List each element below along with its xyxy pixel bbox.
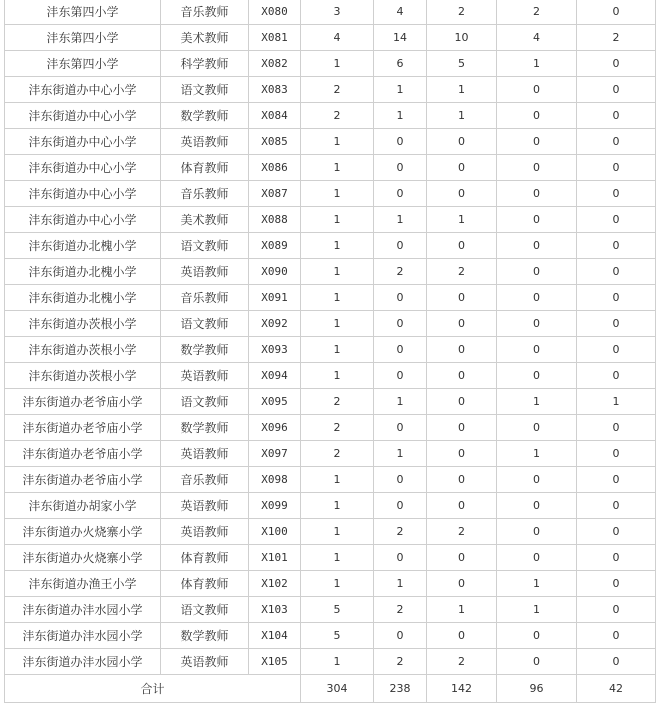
count-cell-5: 0 [577,415,656,441]
count-cell-5: 0 [577,103,656,129]
school-cell: 沣东街道办老爷庙小学 [5,467,161,493]
count-cell-1: 1 [301,207,374,233]
subject-cell: 体育教师 [161,571,249,597]
count-cell-1: 4 [301,25,374,51]
count-cell-5: 0 [577,337,656,363]
school-cell: 沣东街道办北槐小学 [5,259,161,285]
count-cell-4: 0 [497,623,577,649]
count-cell-1: 2 [301,415,374,441]
count-cell-2: 0 [374,233,427,259]
total-row [5,675,656,703]
count-cell-5: 0 [577,259,656,285]
school-cell: 沣东街道办中心小学 [5,181,161,207]
count-cell-1: 1 [301,649,374,675]
count-cell-3: 0 [427,337,497,363]
position-code-cell: X082 [249,51,301,77]
subject-cell: 体育教师 [161,545,249,571]
count-cell-1: 2 [301,441,374,467]
count-cell-3: 5 [427,51,497,77]
count-cell-5: 0 [577,649,656,675]
recruitment-table [4,0,656,703]
count-cell-2: 1 [374,77,427,103]
count-cell-4: 0 [497,77,577,103]
position-code-cell: X080 [249,0,301,25]
count-cell-4: 1 [497,597,577,623]
count-cell-2: 0 [374,337,427,363]
count-cell-2: 0 [374,311,427,337]
count-cell-1: 1 [301,519,374,545]
count-cell-2: 0 [374,545,427,571]
count-cell-5: 0 [577,0,656,25]
count-cell-4: 1 [497,389,577,415]
subject-cell: 数学教师 [161,337,249,363]
count-cell-1: 1 [301,155,374,181]
count-cell-1: 2 [301,103,374,129]
count-cell-3: 0 [427,363,497,389]
subject-cell: 英语教师 [161,129,249,155]
count-cell-1: 1 [301,181,374,207]
count-cell-4: 1 [497,51,577,77]
position-code-cell: X094 [249,363,301,389]
count-cell-3: 0 [427,467,497,493]
subject-cell: 语文教师 [161,597,249,623]
table-row [5,51,656,77]
position-code-cell: X104 [249,623,301,649]
position-code-cell: X081 [249,25,301,51]
count-cell-3: 0 [427,623,497,649]
school-cell: 沣东街道办老爷庙小学 [5,415,161,441]
school-cell: 沣东街道办中心小学 [5,103,161,129]
table-row [5,545,656,571]
count-cell-2: 1 [374,389,427,415]
table-row [5,103,656,129]
count-cell-5: 2 [577,25,656,51]
count-cell-3: 0 [427,571,497,597]
count-cell-3: 0 [427,155,497,181]
count-cell-3: 0 [427,493,497,519]
count-cell-4: 4 [497,25,577,51]
count-cell-2: 4 [374,0,427,25]
school-cell: 沣东第四小学 [5,51,161,77]
position-code-cell: X096 [249,415,301,441]
count-cell-3: 0 [427,415,497,441]
count-cell-4: 0 [497,545,577,571]
table-row [5,389,656,415]
school-cell: 沣东街道办火烧寨小学 [5,545,161,571]
school-cell: 沣东街道办沣水园小学 [5,623,161,649]
table-row [5,259,656,285]
table-row [5,311,656,337]
total-count-1: 304 [301,675,374,703]
position-code-cell: X100 [249,519,301,545]
subject-cell: 美术教师 [161,207,249,233]
count-cell-5: 0 [577,545,656,571]
count-cell-3: 1 [427,597,497,623]
school-cell: 沣东街道办中心小学 [5,77,161,103]
count-cell-2: 1 [374,441,427,467]
count-cell-4: 0 [497,259,577,285]
count-cell-4: 0 [497,181,577,207]
subject-cell: 科学教师 [161,51,249,77]
school-cell: 沣东街道办茨根小学 [5,311,161,337]
count-cell-2: 1 [374,103,427,129]
count-cell-4: 2 [497,0,577,25]
count-cell-2: 0 [374,415,427,441]
count-cell-1: 5 [301,597,374,623]
count-cell-1: 1 [301,493,374,519]
count-cell-5: 1 [577,389,656,415]
position-code-cell: X085 [249,129,301,155]
count-cell-2: 2 [374,649,427,675]
count-cell-2: 0 [374,285,427,311]
school-cell: 沣东街道办中心小学 [5,129,161,155]
table-row [5,597,656,623]
subject-cell: 语文教师 [161,311,249,337]
count-cell-2: 0 [374,623,427,649]
count-cell-1: 1 [301,311,374,337]
count-cell-2: 0 [374,363,427,389]
school-cell: 沣东第四小学 [5,0,161,25]
count-cell-3: 0 [427,441,497,467]
count-cell-1: 3 [301,0,374,25]
subject-cell: 英语教师 [161,363,249,389]
table-row [5,571,656,597]
school-cell: 沣东街道办老爷庙小学 [5,441,161,467]
count-cell-3: 2 [427,259,497,285]
count-cell-3: 10 [427,25,497,51]
count-cell-4: 0 [497,519,577,545]
subject-cell: 数学教师 [161,103,249,129]
total-count-3: 142 [427,675,497,703]
table-row [5,233,656,259]
subject-cell: 语文教师 [161,389,249,415]
position-code-cell: X101 [249,545,301,571]
subject-cell: 英语教师 [161,259,249,285]
count-cell-5: 0 [577,129,656,155]
count-cell-4: 0 [497,311,577,337]
table-body [5,0,656,703]
table-row [5,467,656,493]
school-cell: 沣东街道办茨根小学 [5,337,161,363]
count-cell-2: 2 [374,597,427,623]
table-row [5,363,656,389]
subject-cell: 体育教师 [161,155,249,181]
count-cell-1: 1 [301,51,374,77]
count-cell-3: 0 [427,389,497,415]
count-cell-3: 2 [427,519,497,545]
count-cell-2: 6 [374,51,427,77]
position-code-cell: X105 [249,649,301,675]
subject-cell: 语文教师 [161,233,249,259]
table-row [5,415,656,441]
count-cell-5: 0 [577,207,656,233]
subject-cell: 音乐教师 [161,0,249,25]
table-row [5,337,656,363]
count-cell-2: 0 [374,493,427,519]
count-cell-3: 1 [427,103,497,129]
position-code-cell: X092 [249,311,301,337]
subject-cell: 美术教师 [161,25,249,51]
count-cell-3: 0 [427,181,497,207]
table-row [5,441,656,467]
count-cell-1: 1 [301,545,374,571]
count-cell-4: 0 [497,467,577,493]
position-code-cell: X098 [249,467,301,493]
count-cell-5: 0 [577,285,656,311]
count-cell-3: 0 [427,311,497,337]
school-cell: 沣东第四小学 [5,25,161,51]
school-cell: 沣东街道办渔王小学 [5,571,161,597]
total-count-4: 96 [497,675,577,703]
count-cell-2: 1 [374,571,427,597]
count-cell-2: 1 [374,207,427,233]
count-cell-3: 0 [427,285,497,311]
position-code-cell: X091 [249,285,301,311]
count-cell-4: 0 [497,155,577,181]
count-cell-3: 0 [427,545,497,571]
subject-cell: 英语教师 [161,649,249,675]
position-code-cell: X087 [249,181,301,207]
count-cell-1: 1 [301,129,374,155]
count-cell-5: 0 [577,441,656,467]
table-row [5,181,656,207]
table-row [5,623,656,649]
count-cell-1: 1 [301,337,374,363]
position-code-cell: X084 [249,103,301,129]
position-code-cell: X099 [249,493,301,519]
school-cell: 沣东街道办火烧寨小学 [5,519,161,545]
count-cell-1: 1 [301,363,374,389]
subject-cell: 音乐教师 [161,181,249,207]
count-cell-4: 0 [497,285,577,311]
count-cell-3: 1 [427,77,497,103]
school-cell: 沣东街道办沣水园小学 [5,649,161,675]
count-cell-1: 2 [301,389,374,415]
school-cell: 沣东街道办茨根小学 [5,363,161,389]
count-cell-5: 0 [577,363,656,389]
subject-cell: 英语教师 [161,493,249,519]
count-cell-5: 0 [577,623,656,649]
count-cell-5: 0 [577,181,656,207]
table-row [5,285,656,311]
position-code-cell: X090 [249,259,301,285]
position-code-cell: X102 [249,571,301,597]
subject-cell: 数学教师 [161,415,249,441]
count-cell-4: 0 [497,493,577,519]
count-cell-3: 2 [427,649,497,675]
count-cell-3: 1 [427,207,497,233]
position-code-cell: X083 [249,77,301,103]
table-row [5,207,656,233]
count-cell-5: 0 [577,519,656,545]
count-cell-5: 0 [577,597,656,623]
count-cell-2: 0 [374,155,427,181]
count-cell-2: 2 [374,259,427,285]
table-row [5,155,656,181]
count-cell-2: 0 [374,181,427,207]
table-row [5,129,656,155]
count-cell-3: 0 [427,233,497,259]
school-cell: 沣东街道办北槐小学 [5,285,161,311]
count-cell-5: 0 [577,233,656,259]
count-cell-5: 0 [577,467,656,493]
total-count-2: 238 [374,675,427,703]
subject-cell: 音乐教师 [161,467,249,493]
total-count-5: 42 [577,675,656,703]
school-cell: 沣东街道办中心小学 [5,207,161,233]
subject-cell: 数学教师 [161,623,249,649]
count-cell-4: 1 [497,441,577,467]
school-cell: 沣东街道办北槐小学 [5,233,161,259]
subject-cell: 英语教师 [161,441,249,467]
count-cell-5: 0 [577,77,656,103]
count-cell-5: 0 [577,51,656,77]
school-cell: 沣东街道办老爷庙小学 [5,389,161,415]
count-cell-4: 0 [497,415,577,441]
count-cell-4: 0 [497,649,577,675]
count-cell-5: 0 [577,493,656,519]
count-cell-4: 0 [497,233,577,259]
count-cell-1: 1 [301,571,374,597]
count-cell-4: 0 [497,363,577,389]
count-cell-5: 0 [577,571,656,597]
subject-cell: 语文教师 [161,77,249,103]
count-cell-4: 0 [497,337,577,363]
count-cell-5: 0 [577,311,656,337]
count-cell-2: 0 [374,467,427,493]
count-cell-3: 0 [427,129,497,155]
table-row [5,0,656,25]
count-cell-5: 0 [577,155,656,181]
school-cell: 沣东街道办沣水园小学 [5,597,161,623]
count-cell-1: 1 [301,285,374,311]
position-code-cell: X093 [249,337,301,363]
count-cell-1: 2 [301,77,374,103]
table-row [5,77,656,103]
table-row [5,649,656,675]
position-code-cell: X097 [249,441,301,467]
count-cell-1: 1 [301,259,374,285]
count-cell-4: 0 [497,129,577,155]
total-label: 合计 [5,675,301,703]
position-code-cell: X089 [249,233,301,259]
count-cell-4: 0 [497,207,577,233]
count-cell-4: 1 [497,571,577,597]
school-cell: 沣东街道办胡家小学 [5,493,161,519]
position-code-cell: X095 [249,389,301,415]
count-cell-2: 14 [374,25,427,51]
table-row [5,493,656,519]
position-code-cell: X088 [249,207,301,233]
subject-cell: 音乐教师 [161,285,249,311]
count-cell-2: 0 [374,129,427,155]
subject-cell: 英语教师 [161,519,249,545]
table-row [5,25,656,51]
count-cell-2: 2 [374,519,427,545]
count-cell-3: 2 [427,0,497,25]
table-row [5,519,656,545]
count-cell-1: 5 [301,623,374,649]
position-code-cell: X086 [249,155,301,181]
position-code-cell: X103 [249,597,301,623]
count-cell-1: 1 [301,233,374,259]
count-cell-1: 1 [301,467,374,493]
school-cell: 沣东街道办中心小学 [5,155,161,181]
count-cell-4: 0 [497,103,577,129]
